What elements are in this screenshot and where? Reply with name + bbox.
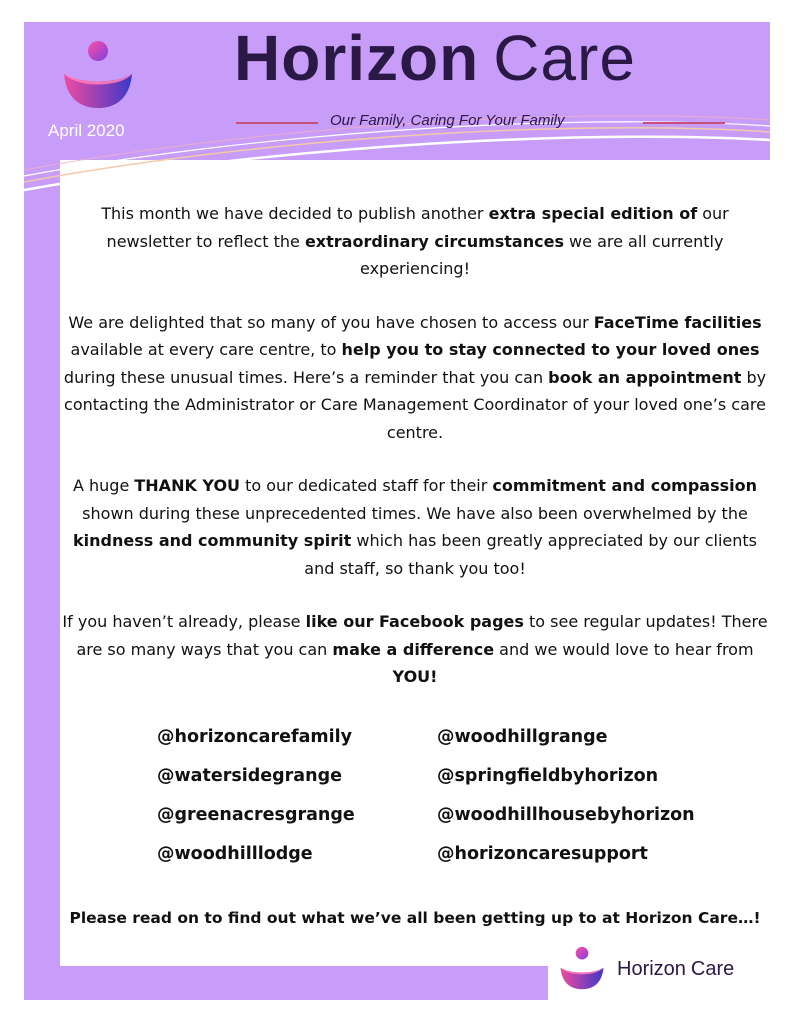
- body-text: by contacting the Administrator or Care Management Coordinator of your loved one’s care centre.: [64, 367, 767, 442]
- brand-word-horizon: Horizon: [234, 22, 480, 94]
- newsletter-body: [62, 200, 768, 717]
- body-text: during these unusual times. Here’s a reminder that you can: [63, 367, 549, 387]
- emphasis-text: help you to stay connected to your loved ones: [341, 340, 760, 359]
- body-text: We are delighted that so many of you have chosen to access our: [68, 312, 594, 332]
- body-text: This month we have decided to publish another: [101, 204, 489, 223]
- emphasis-text: extra special edition of: [488, 204, 698, 223]
- emphasis-text: YOU!: [392, 667, 438, 686]
- emphasis-text: make a difference: [332, 639, 495, 659]
- body-text: A huge: [72, 476, 135, 495]
- body-text: we are all currently experiencing!: [360, 231, 724, 278]
- facebook-handle: @watersidegrange: [157, 766, 342, 786]
- tagline-rule-right: [643, 122, 725, 124]
- facebook-handle: @springfieldbyhorizon: [437, 766, 659, 786]
- body-text: available at every care centre, to: [70, 340, 342, 359]
- emphasis-text: like our Facebook pages: [305, 612, 524, 631]
- body-text: shown during these unprecedented times. We have also been overwhelmed by the: [82, 503, 748, 523]
- body-text: to our dedicated staff for their: [240, 476, 493, 495]
- footer-logo: [558, 945, 606, 993]
- emphasis-text: THANK YOU: [134, 476, 241, 495]
- closing-line: Please read on to find out what we’ve all been getting up to at Horizon Care…!: [69, 909, 761, 927]
- tagline-rule-left: [236, 122, 318, 124]
- facebook-handle: @woodhillgrange: [437, 727, 608, 747]
- horizon-care-logo: [60, 38, 136, 114]
- body-text: our newsletter to reflect the: [106, 204, 729, 251]
- facebook-paragraph: [62, 608, 768, 691]
- emphasis-text: commitment and compassion: [492, 476, 758, 495]
- footer-word-care: Care: [690, 958, 735, 980]
- body-text: which has been greatly appreciated by our clients and staff, so thank you too!: [304, 531, 757, 578]
- facebook-handles: [157, 724, 737, 868]
- body-text: If you haven’t already, please: [62, 612, 306, 631]
- emphasis-text: book an appointment: [548, 367, 742, 387]
- body-text: to see regular updates! There are so many ways that you can: [76, 612, 768, 659]
- footer-brand: [617, 958, 734, 981]
- facebook-handle: @woodhilllodge: [157, 844, 313, 864]
- thank-you-paragraph: [62, 472, 768, 582]
- emphasis-text: FaceTime facilities: [593, 312, 762, 332]
- intro-paragraph: [62, 200, 768, 283]
- brand-word-care: Care: [493, 22, 636, 94]
- facebook-handle: @horizoncaresupport: [437, 844, 648, 864]
- facetime-paragraph: [62, 309, 768, 447]
- tagline: Our Family, Caring For Your Family: [330, 112, 565, 129]
- emphasis-text: extraordinary circumstances: [304, 231, 564, 251]
- facebook-handle: @horizoncarefamily: [157, 727, 353, 747]
- footer-word-horizon: Horizon: [617, 958, 686, 980]
- issue-date: April 2020: [48, 121, 125, 140]
- body-text: and we would love to hear from: [494, 639, 754, 659]
- facebook-handle: @greenacresgrange: [157, 805, 355, 825]
- brand-title: [234, 22, 636, 94]
- emphasis-text: kindness and community spirit: [73, 531, 352, 550]
- facebook-handle: @woodhillhousebyhorizon: [437, 805, 695, 825]
